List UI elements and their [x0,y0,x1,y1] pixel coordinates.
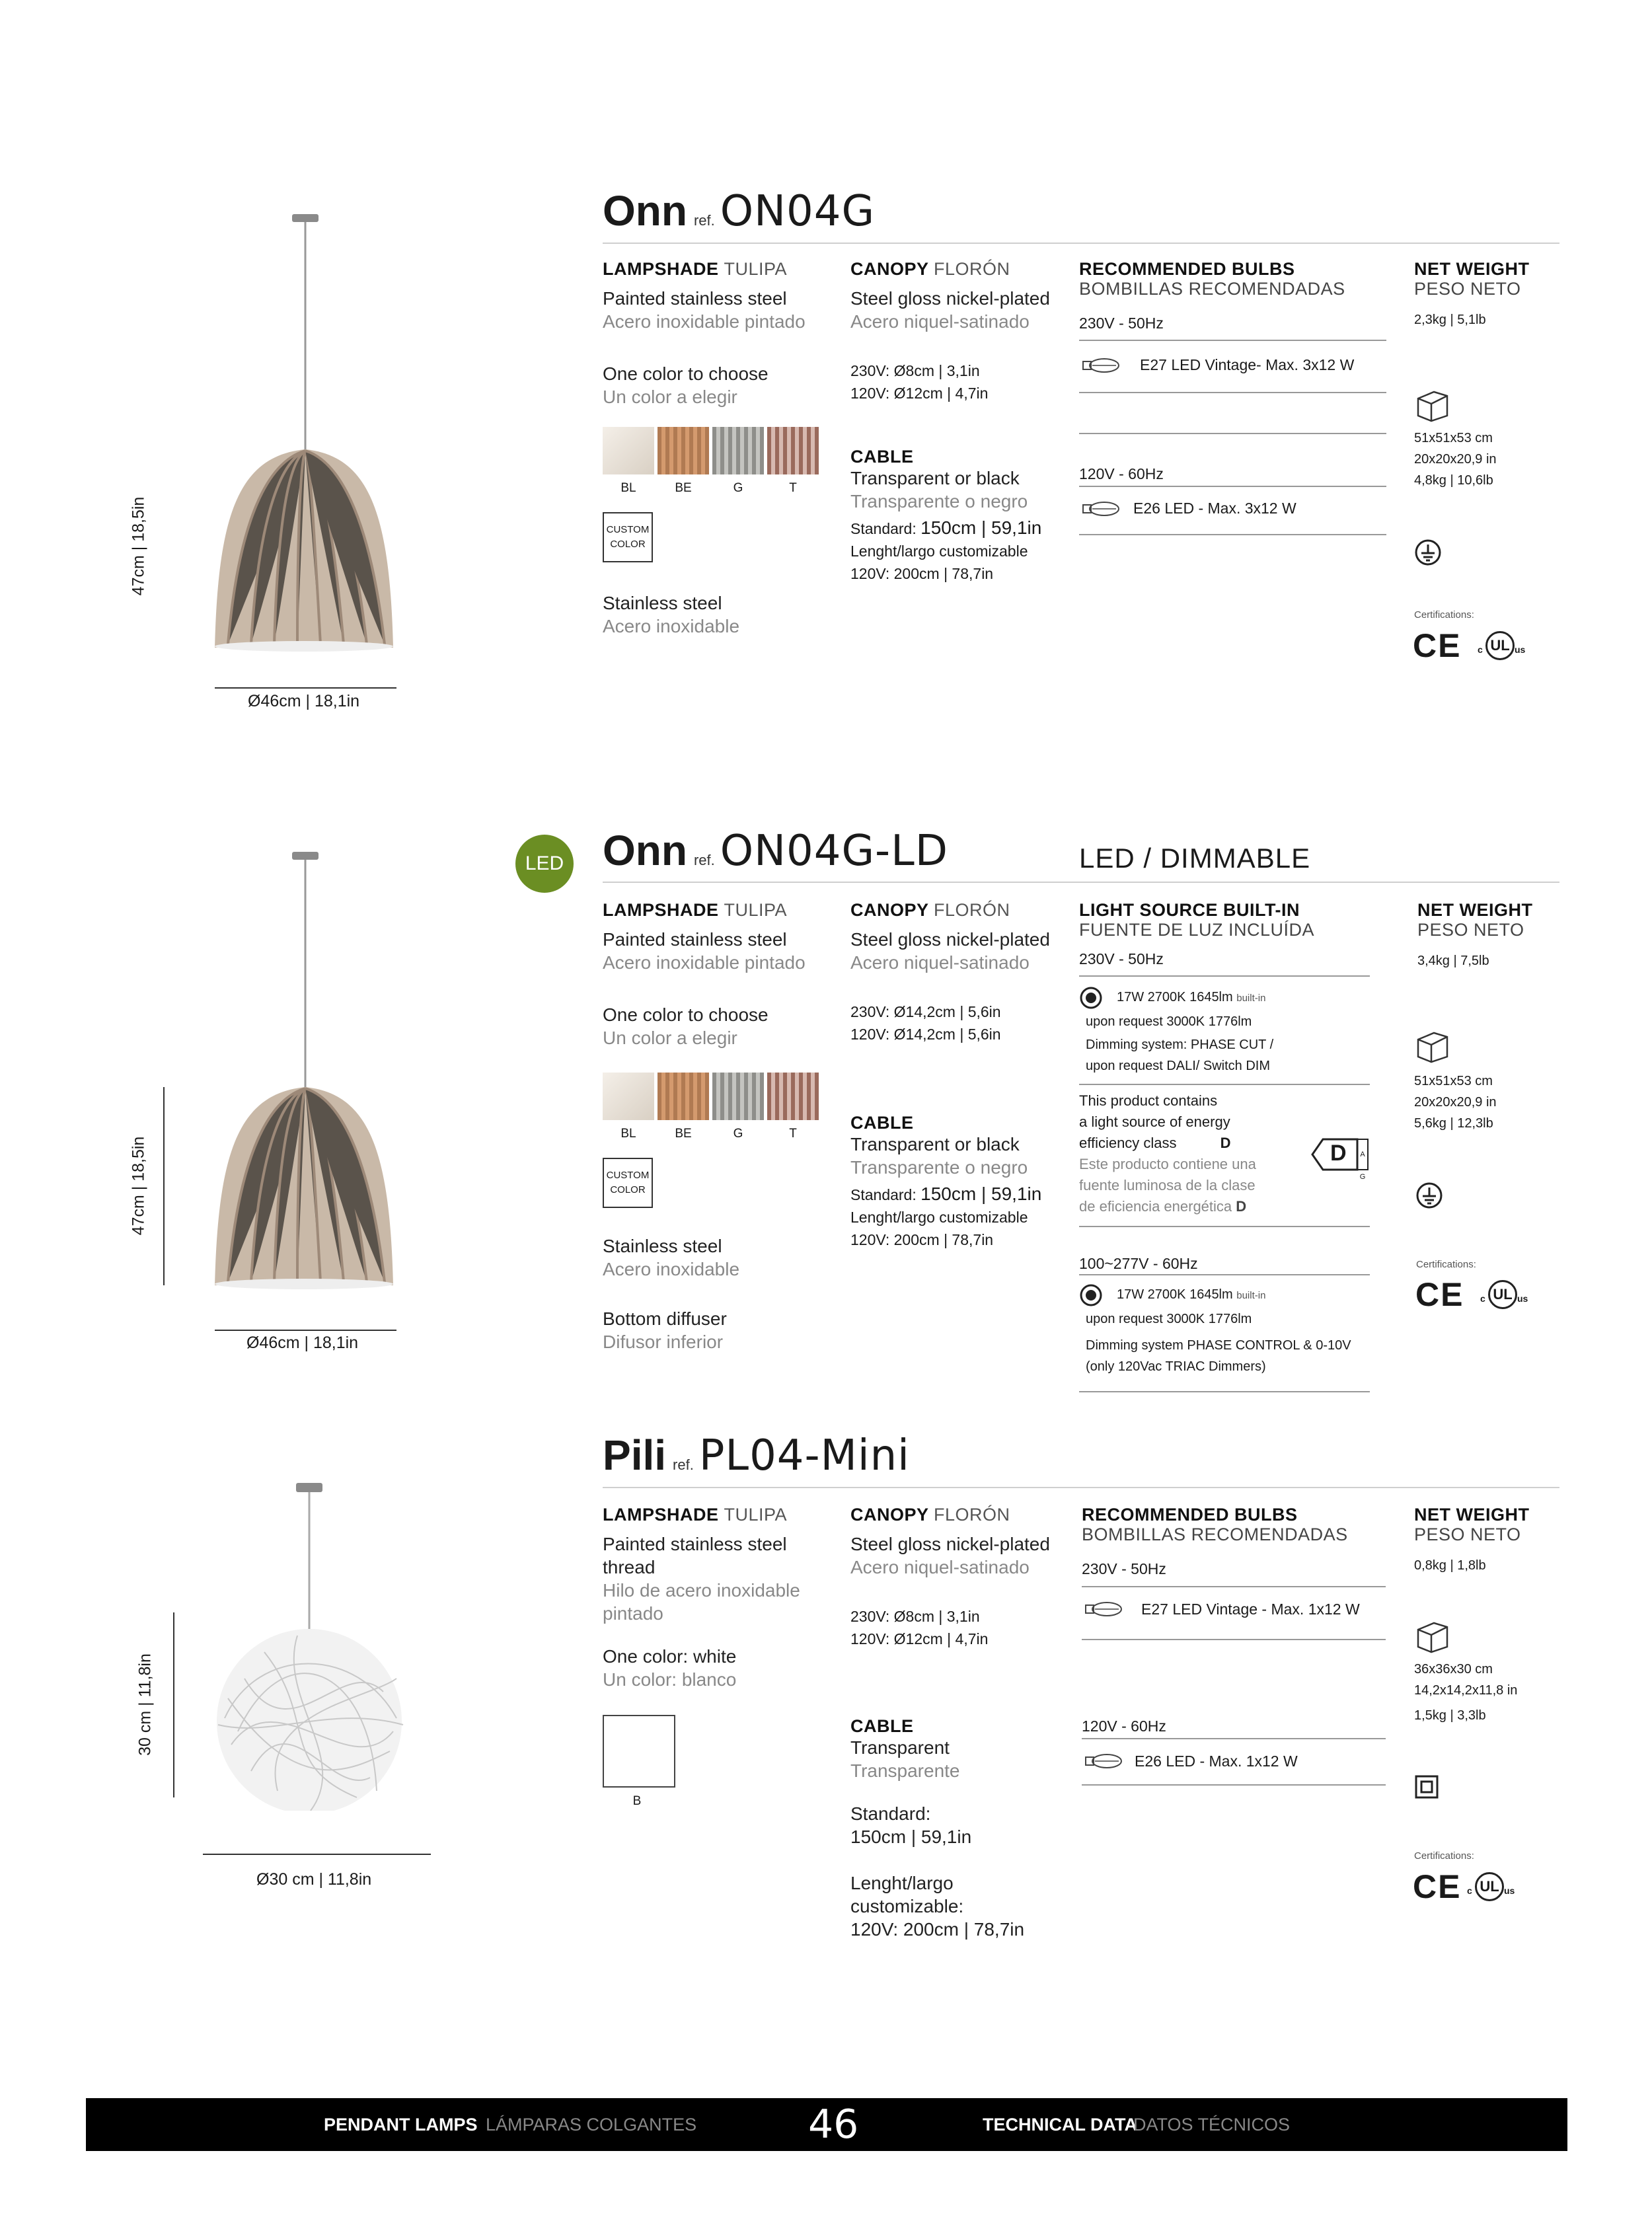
lampshade-steel: Stainless steel Acero inoxidable Bottom diffuser Difusor inferior [603,1236,740,1352]
rule [1079,1226,1370,1227]
title-rule [603,882,1559,883]
ce-mark: CE [1415,1276,1464,1313]
lamp-onn-led-image [198,849,410,1299]
swatch-label: BE [675,481,692,495]
rule [1079,340,1386,341]
footer-tech-es: DATOS TÉCNICOS [1133,2115,1291,2134]
title-rule [603,1487,1559,1488]
swatch-t[interactable] [767,1073,819,1120]
custom-color-box[interactable]: CUSTOM COLOR [603,512,653,562]
swatch-be[interactable] [657,427,709,474]
light-request-2: upon request 3000K 1776lm Dimming system PHASE CONTROL & 0-10V (only 120Vac TRIAC Dimmers) [1086,1312,1351,1374]
ground-icon [1414,539,1442,566]
led-badge: LED [515,835,574,893]
product-title: Onn ref. ON04G [603,187,876,236]
box-icon [1414,1618,1451,1655]
footer-section-en: PENDANT LAMPS [324,2115,478,2134]
swatch-be[interactable] [657,1073,709,1120]
weight-column: NET WEIGHT PESO NETO 0,8kg | 1,8lb [1414,1505,1530,1573]
rule [1079,1274,1370,1275]
diameter-dimension: Ø46cm | 18,1in [246,1334,359,1352]
bulb-120: E26 LED - Max. 3x12 W [1133,500,1296,517]
rule [1079,1084,1370,1085]
rule [1079,392,1386,393]
lampshade-column: LAMPSHADE TULIPA Painted stainless steel Acero inoxidable pintado One color to choose Un color a elegir [603,259,806,407]
rule [1079,534,1386,535]
canopy-column: CANOPY FLORÓN Steel gloss nickel-plated Acero niquel-satinado 230V: Ø14,2cm | 5,6in 120V: Ø14,2cm | 5,6in CABLE Transparent or black Transparente o negro Standard: 150cm | 59,1in Lenght/largo customizable 120V: 200cm | 78,7in [850,900,1050,1248]
energy-class-letter: D [1330,1141,1347,1166]
height-line [173,1612,174,1797]
led-dimmable-label: LED / DIMMABLE [1079,843,1311,874]
energy-efficiency-text: This product contains a light source of energy efficiency class D Este producto contiene una fuente luminosa de la clase de eficiencia energética D [1079,1092,1256,1215]
rule [1082,1586,1386,1587]
ul-mark: c UL us [1480,1280,1540,1306]
volt-120: 120V - 60Hz [1082,1717,1166,1735]
lamp-pili-image [198,1480,436,1811]
height-dimension: 30 cm | 11,8in [135,1653,155,1756]
rule [1082,1738,1386,1739]
ce-mark: CE [1413,627,1462,664]
height-dimension: 47cm | 18,5in [129,1136,148,1236]
volt-100-277: 100~277V - 60Hz [1079,1255,1198,1272]
diameter-dimension: Ø46cm | 18,1in [248,692,360,710]
swatch-label: BL [620,1127,636,1141]
cert-label: Certifications: [1416,1259,1476,1270]
rule [1079,975,1370,977]
page-number: 46 [808,2101,859,2148]
box-dims: 36x36x30 cm 14,2x14,2x11,8 in 1,5kg | 3,3lb [1414,1662,1518,1723]
rule [1079,433,1386,434]
cert-label: Certifications: [1414,609,1474,621]
swatch-b[interactable] [603,1715,675,1788]
height-line [163,1087,165,1285]
bulb-120: E26 LED - Max. 1x12 W [1135,1753,1298,1770]
volt-120: 120V - 60Hz [1079,465,1164,482]
swatch-t[interactable] [767,427,819,474]
diameter-line [215,687,396,689]
ul-mark: c UL us [1467,1872,1526,1899]
lamp-onn-image [198,211,410,661]
swatch-label: G [733,481,743,495]
lampshade-steel: Stainless steel Acero inoxidable [603,593,740,636]
rule [1079,1391,1370,1392]
double-insulation-icon [1414,1774,1439,1799]
swatch-bl[interactable] [603,427,654,474]
box-dims: 51x51x53 cm 20x20x20,9 in 4,8kg | 10,6lb [1414,431,1497,488]
box-icon [1414,387,1451,424]
box-icon [1414,1028,1451,1065]
bulb-icon [1082,1599,1125,1619]
footer-tech-en: TECHNICAL DATA [983,2115,1137,2134]
diameter-dimension: Ø30 cm | 11,8in [256,1870,372,1889]
bulb-icon [1082,1751,1125,1771]
footer-section-es: LÁMPARAS COLGANTES [486,2115,697,2134]
canopy-column: CANOPY FLORÓN Steel gloss nickel-plated Acero niquel-satinado 230V: Ø8cm | 3,1in 120V: Ø12cm | 4,7in CABLE Transparent Transparente Standard: 150cm | 59,1in Lenght/largo customizable: 120V: 200cm | 78,7in [850,1505,1050,1940]
bulbs-column: RECOMMENDED BULBS BOMBILLAS RECOMENDADAS 230V - 50Hz [1079,259,1345,332]
swatch-label: B [632,1794,642,1808]
product-title: Onn ref. ON04G-LD [603,827,949,876]
led-chip-icon [1079,986,1103,1010]
swatch-label: T [789,481,797,495]
lampshade-column: LAMPSHADE TULIPA Painted stainless steel Acero inoxidable pintado One color to choose Un color a elegir [603,900,806,1048]
title-rule [603,243,1559,244]
diameter-line [203,1854,431,1855]
light-source-column: LIGHT SOURCE BUILT-IN FUENTE DE LUZ INCLUÍDA 230V - 50Hz [1079,900,1315,967]
canopy-column: CANOPY FLORÓN Steel gloss nickel-plated Acero niquel-satinado 230V: Ø8cm | 3,1in 120V: Ø12cm | 4,7in CABLE Transparent or black Transparente o negro Standard: 150cm | 59,1in Lenght/largo customizable 120V: 200cm | 78,7in [850,259,1050,582]
light-spec: 17W 2700K 1645lm built-in [1117,990,1266,1004]
rule [1079,486,1386,487]
bulb-230: E27 LED Vintage- Max. 3x12 W [1140,356,1355,373]
swatch-label: G [733,1127,743,1141]
ul-mark: c UL us [1478,631,1537,658]
diameter-line [215,1330,396,1331]
rule [1082,1639,1386,1640]
ground-icon [1415,1182,1443,1209]
energy-scale: A G [1359,1151,1366,1181]
swatch-bl[interactable] [603,1073,654,1120]
weight-column: NET WEIGHT PESO NETO 3,4kg | 7,5lb [1417,900,1533,968]
product-title: Pili ref. PL04-Mini [603,1431,910,1480]
ce-mark: CE [1413,1868,1462,1905]
bulbs-column: RECOMMENDED BULBS BOMBILLAS RECOMENDADAS 230V - 50Hz [1082,1505,1348,1577]
bulb-icon [1079,356,1123,375]
lampshade-column: LAMPSHADE TULIPA Painted stainless steel thread Hilo de acero inoxidable pintado One color: white Un color: blanco [603,1505,800,1690]
rule [1082,1784,1386,1786]
swatch-label: BE [675,1127,692,1141]
swatch-g[interactable] [712,427,764,474]
custom-color-box[interactable]: CUSTOM COLOR [603,1158,653,1208]
swatch-label: BL [620,481,636,495]
bulb-icon [1079,499,1123,519]
bulb-230: E27 LED Vintage - Max. 1x12 W [1141,1601,1360,1618]
swatch-g[interactable] [712,1073,764,1120]
led-chip-icon [1079,1283,1103,1307]
light-request: upon request 3000K 1776lm Dimming system: PHASE CUT / upon request DALI/ Switch DIM [1086,1014,1274,1073]
weight-column: NET WEIGHT PESO NETO 2,3kg | 5,1lb [1414,259,1530,327]
cert-label: Certifications: [1414,1850,1474,1862]
height-dimension: 47cm | 18,5in [129,496,148,596]
swatch-label: T [789,1127,797,1141]
light-spec-2: 17W 2700K 1645lm built-in [1117,1287,1266,1302]
page-footer [86,2098,1567,2151]
box-dims: 51x51x53 cm 20x20x20,9 in 5,6kg | 12,3lb [1414,1074,1497,1131]
